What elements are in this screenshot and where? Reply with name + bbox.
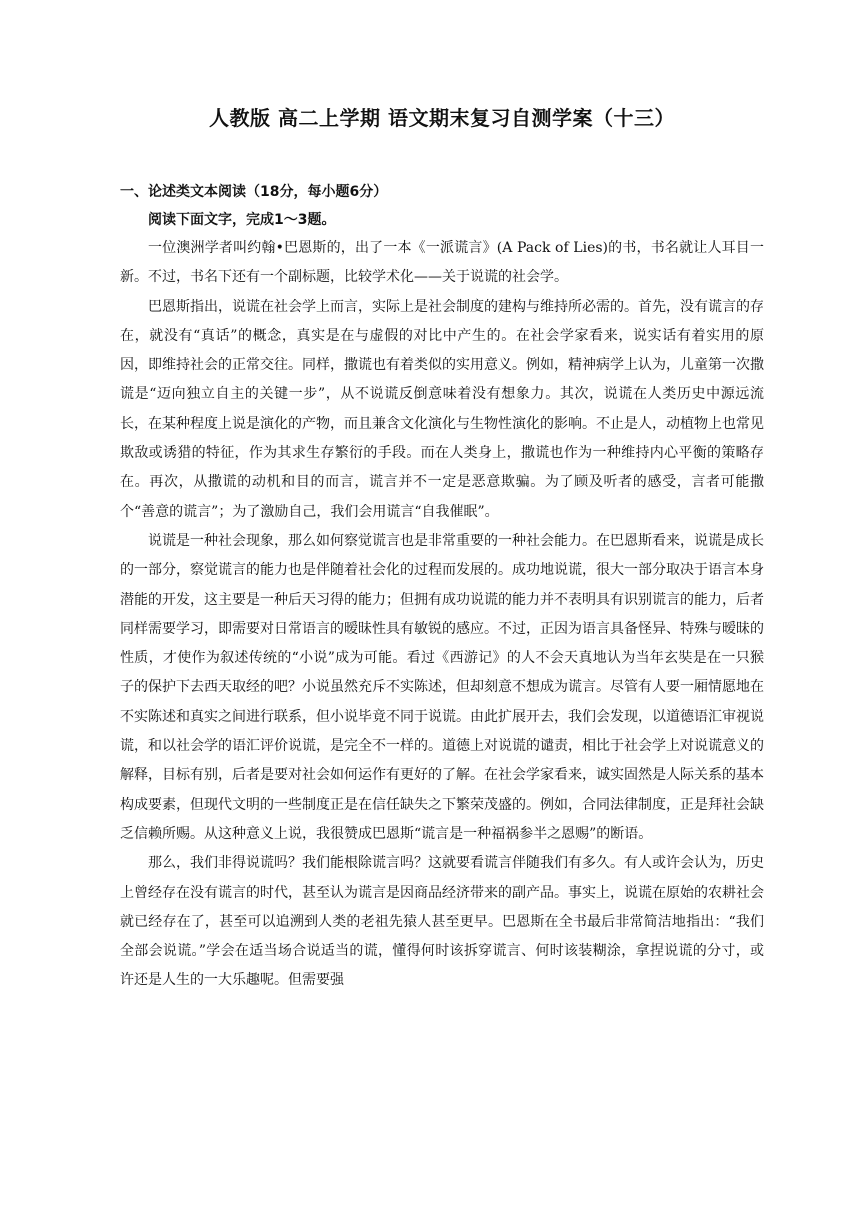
paragraph-1: 一位澳洲学者叫约翰•巴恩斯的，出了一本《一派谎言》(A Pack of Lies)的书，书名就让人耳目一新。不过，书名下还有一个副标题，比较学术化——关于说谎的社会学。 <box>120 240 764 286</box>
reading-instruction: 阅读下面文字，完成1～3题。 <box>148 212 336 228</box>
document-title: 人教版 高二上学期 语文期末复习自测学案（十三） <box>209 106 675 130</box>
paragraph-4: 那么，我们非得说谎吗？我们能根除谎言吗？这就要看谎言伴随我们有多久。有人或许会认为，历史上曾经存在没有谎言的时代，甚至认为谎言是因商品经济带来的副产品。事实上，说谎在原始的农耕社会就已经存在了，甚至可以追溯到人类的老祖先猿人甚至更早。巴恩斯在全书最后非常简洁地指出：“我们全部会说谎。”学会在适当场合说适当的谎，懂得何时该拆穿谎言、何时该装糊涂，拿捏说谎的分寸，或许还是人生的一大乐趣呢。但需要强 <box>120 855 764 989</box>
paragraph-3: 说谎是一种社会现象，那么如何察觉谎言也是非常重要的一种社会能力。在巴恩斯看来，说谎是成长的一部分，察觉谎言的能力也是伴随着社会化的过程而发展的。成功地说谎，很大一部分取决于语言本身潜能的开发，这主要是一种后天习得的能力；但拥有成功说谎的能力并不表明具有识别谎言的能力，后者同样需要学习，即需要对日常语言的暧昧性具有敏锐的感应。不过，正因为语言具备怪异、特殊与暧昧的性质，才使作为叙述传统的“小说”成为可能。看过《西游记》的人不会天真地认为当年玄奘是在一只猴子的保护下去西天取经的吧？小说虽然充斥不实陈述，但却刻意不想成为谎言。尽管有人要一厢情愿地在不实陈述和真实之间进行联系，但小说毕竟不同于说谎。由此扩展开去，我们会发现，以道德语汇审视说谎，和以社会学的语汇评价说谎，是完全不一样的。道德上对说谎的谴责，相比于社会学上对说谎意义的解释，目标有别，后者是要对社会如何运作有更好的了解。在社会学家看来，诚实固然是人际关系的基本构成要素，但现代文明的一些制度正是在信任缺失之下繁荣茂盛的。例如，合同法律制度，正是拜社会缺乏信赖所赐。从这种意义上说，我很赞成巴恩斯“谎言是一种福祸参半之恩赐”的断语。 <box>120 532 764 842</box>
section-heading: 一、论述类文本阅读（18分，每小题6分） <box>120 184 388 200</box>
paragraph-2: 巴恩斯指出，说谎在社会学上而言，实际上是社会制度的建构与维持所必需的。首先，没有谎言的存在，就没有“真话”的概念，真实是在与虚假的对比中产生的。在社会学家看来，说实话有着实用的原因，即维持社会的正常交往。同样，撒谎也有着类似的实用意义。例如，精神病学上认为，儿童第一次撒谎是“迈向独立自主的关键一步”，从不说谎反倒意味着没有想象力。其次，说谎在人类历史中源远流长，在某种程度上说是演化的产物，而且兼含文化演化与生物性演化的影响。不止是人，动植物上也常见欺敌或诱猎的特征，作为其求生存繁衍的手段。而在人类身上，撒谎也作为一种维持内心平衡的策略存在。再次，从撒谎的动机和目的而言，谎言并不一定是恶意欺骗。为了顾及听者的感受，言者可能撒个“善意的谎言”；为了激励自己，我们会用谎言“自我催眠”。 <box>120 298 764 520</box>
